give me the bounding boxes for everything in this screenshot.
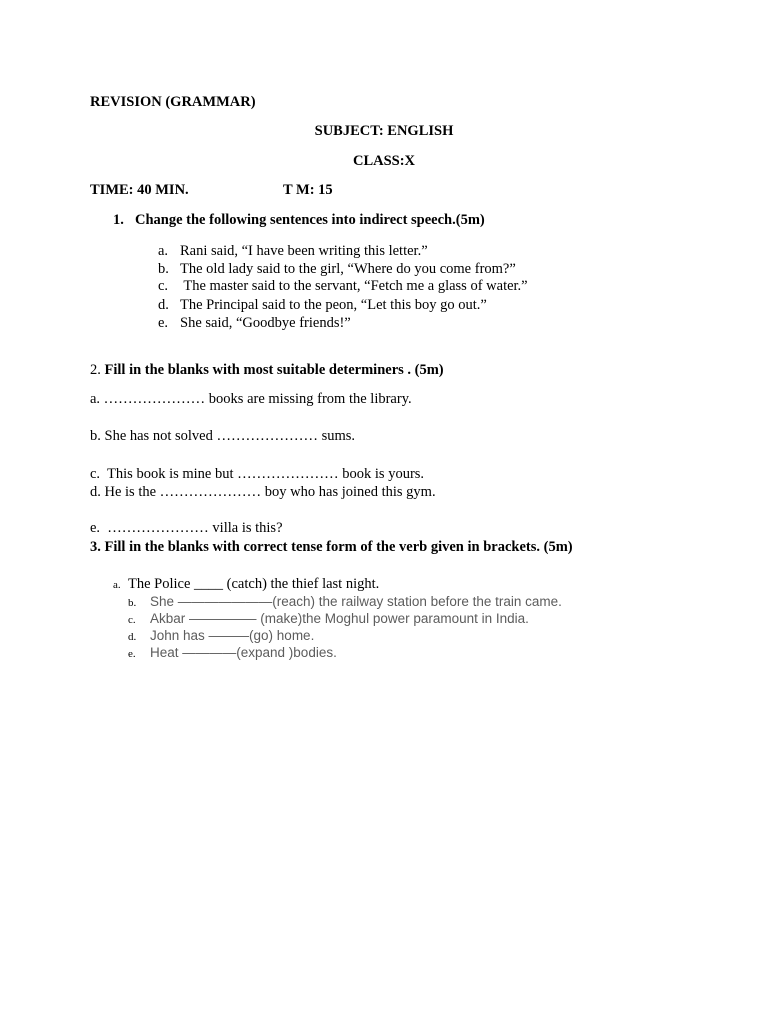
q1-item: b. The old lady said to the girl, “Where do you come from?” (158, 261, 516, 277)
q1-heading-text: Change the following sentences into indirect speech.(5m) (135, 212, 485, 228)
q1-item: d. The Principal said to the peon, “Let this boy go out.” (158, 297, 487, 313)
q2-item: d. He is the ………………… boy who has joined this gym. (90, 484, 436, 500)
q2-heading (90, 362, 444, 379)
q3-heading: 3. Fill in the blanks with correct tense form of the verb given in brackets. (5m) (90, 539, 573, 555)
q1-item: a. Rani said, “I have been writing this letter.” (158, 243, 428, 259)
q1-item: c. The master said to the servant, “Fetch me a glass of water.” (158, 278, 528, 294)
q1-item: e. She said, “Goodbye friends!” (158, 315, 351, 331)
worksheet-title: REVISION (GRAMMAR) (90, 94, 256, 110)
q2-item: e. ………………… villa is this? (90, 520, 283, 536)
total-marks-line: T M: 15 (283, 182, 333, 198)
class-line: CLASS:X (352, 153, 416, 169)
q2-item: a. ………………… books are missing from the library. (90, 391, 412, 407)
q2-number: 2. (90, 362, 101, 378)
q2-heading-text: Fill in the blanks with most suitable determiners . (5m) (104, 362, 444, 378)
q2-item: c. This book is mine but ………………… book is yours. (90, 466, 425, 482)
subject-line: SUBJECT: ENGLISH (314, 123, 454, 139)
q1-heading (113, 212, 485, 229)
q1-number: 1. (113, 212, 124, 228)
q2-item: b. She has not solved ………………… sums. (90, 428, 356, 444)
q3-item: d. John has ———(go) home. (128, 628, 315, 643)
q3-item: c. Akbar ————— (make)the Moghul power paramount in India. (128, 611, 529, 626)
q3-item: b. She ———————(reach) the railway station before the train came. (128, 594, 562, 609)
time-line: TIME: 40 MIN. (90, 182, 189, 198)
q3-item: e. Heat ————(expand )bodies. (128, 645, 337, 660)
q3-item: a. The Police ____ (catch) the thief last night. (113, 576, 380, 592)
